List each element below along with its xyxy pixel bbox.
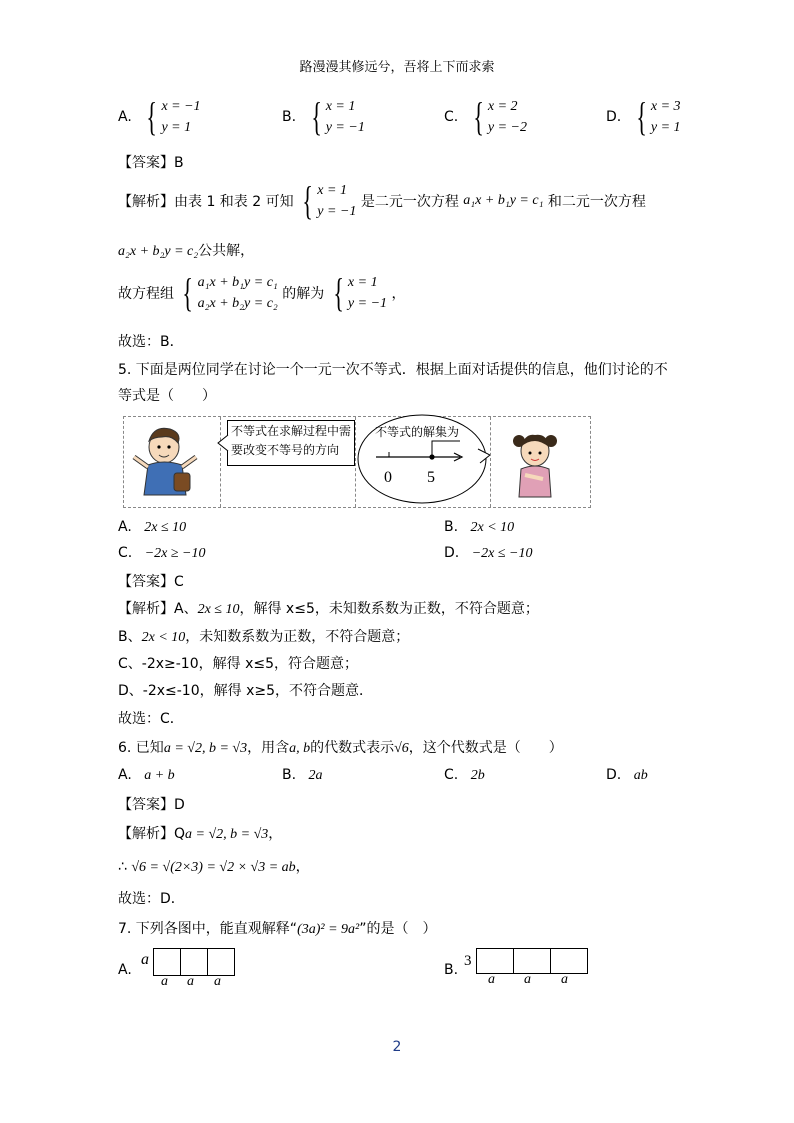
system-row: y = 1 [650, 120, 681, 135]
q5-stem-line1: 5. 下面是两位同学在讨论一个一元一次不等式．根据上面对话提供的信息，他们讨论的不 [118, 362, 668, 378]
page-header: 路漫漫其修远兮，吾将上下而求索 [299, 60, 495, 75]
speech-bubble-tail [217, 433, 229, 453]
option-text: 2b [470, 768, 485, 783]
system-row: a₂x + b₂y = c₂ [197, 296, 278, 311]
system-row: y = −2 [487, 120, 527, 135]
q7-option-a-bottom-label: a [214, 974, 221, 989]
option-text: ab [633, 768, 648, 783]
q7-option-a-label: A. [118, 962, 132, 978]
page-number: 2 [392, 1039, 402, 1055]
q5-option-c [118, 545, 205, 562]
option-label: D. [606, 109, 622, 125]
analysis-text: B、 [118, 629, 142, 645]
option-label: A. [118, 519, 132, 535]
equation: 2x < 10 [141, 630, 186, 645]
option-text: 2a [308, 768, 323, 783]
analysis-text: ， [391, 286, 406, 302]
q7-option-b-side-label: 3 [464, 953, 472, 969]
system-row: a₁x + b₁y = c₁ [197, 275, 278, 290]
q5-option-b [444, 519, 514, 536]
system-row: y = −1 [317, 204, 357, 219]
q7-option-a-grid [154, 948, 235, 976]
system-row: x = 1 [317, 183, 347, 198]
option-label: C. [444, 767, 459, 783]
analysis-text: 故方程组 [118, 286, 174, 302]
option-label: B. [282, 767, 297, 783]
analysis-text: ，未知数系数为正数，不符合题意； [185, 629, 410, 645]
q5-analysis-line3: C、-2x≥-10，解得 x≤5，符合题意； [118, 656, 358, 672]
system-row: x = −1 [161, 99, 201, 114]
analysis-text: 【解析】由表 1 和表 2 可知 [118, 194, 294, 210]
option-label: B. [282, 109, 297, 125]
q6-option-c [444, 767, 485, 784]
q6-answer: 【答案】D [118, 797, 185, 813]
q6-analysis-line1 [118, 823, 282, 843]
option-label: A. [118, 767, 132, 783]
option-label: D. [444, 545, 460, 561]
q4-option-a: A. { x = −1 y = 1 [118, 94, 201, 139]
q5-analysis-line4: D、-2x≤-10，解得 x≥5，不符合题意． [118, 683, 373, 699]
q7-option-b-bottom-label: a [561, 972, 568, 987]
q7-option-a-bottom-label: a [187, 974, 194, 989]
q7-option-b-bottom-label: a [488, 972, 495, 987]
bubble-right-text: 不等式的解集为 [375, 425, 460, 439]
analysis-text: 【解析】Q [118, 826, 186, 842]
stem-text: 的代数式表示 [310, 740, 395, 756]
q4-choice: 故选：B． [118, 334, 184, 350]
q7-option-b-label: B. [444, 962, 459, 978]
q4-answer: 【答案】B [118, 155, 184, 171]
bubble-left-text: 不等式在求解过程中需要改变不等号的方向 [231, 424, 352, 457]
equation: a = √2, b = √3 [185, 827, 269, 842]
grid-cell [180, 948, 208, 976]
stem-text: ，这个代数式是（ ） [408, 740, 563, 756]
grid-cell [550, 948, 588, 974]
q4-analysis-line2 [118, 240, 254, 260]
analysis-text: ∴ [118, 859, 127, 875]
q4-option-c: C. { x = 2 y = −2 [444, 94, 527, 139]
equation: a₁x + b₁y = c₁ [463, 193, 544, 208]
speech-bubble-left [221, 417, 356, 507]
equation: a = √2, b = √3 [163, 741, 248, 756]
q5-stem-line2: 等式是（ ） [118, 388, 216, 404]
q5-analysis-line1 [118, 598, 539, 618]
analysis-text: 公共解， [198, 243, 255, 259]
q7-option-b-bottom-label: a [524, 972, 531, 987]
equation: √6 [394, 741, 409, 756]
q4-analysis-line1: 【解析】由表 1 和表 2 可知 { x = 1 y = −1 是二元一次方程 a₁x + b₁y = c₁ 和二元一次方程 [118, 178, 646, 223]
option-label: D. [606, 767, 622, 783]
q5-choice: 故选：C． [118, 711, 184, 727]
axis-label-0: 0 [384, 469, 392, 486]
analysis-text: ， [295, 859, 310, 875]
q4-option-b: B. { x = 1 y = −1 [282, 94, 365, 139]
stem-text: ，用含 [247, 740, 290, 756]
q6-option-d [606, 767, 648, 784]
option-text: −2x ≤ −10 [471, 546, 533, 561]
option-text: 2x < 10 [470, 520, 515, 535]
analysis-text: 是二元一次方程 [360, 194, 459, 210]
grid-cell [513, 948, 551, 974]
grid-cell [476, 948, 514, 974]
q5-option-a [118, 519, 186, 536]
grid-cell [207, 948, 235, 976]
q7-option-a-bottom-label: a [161, 974, 168, 989]
system-row: x = 3 [650, 99, 681, 114]
analysis-text: ，解得 x≤5，未知数系数为正数，不符合题意； [239, 601, 539, 617]
equation: a₂x + b₂y = c₂ [118, 244, 199, 259]
grid-cell [153, 948, 181, 976]
girl-illustration [491, 417, 591, 507]
analysis-text: 【解析】A、 [118, 601, 198, 617]
option-label: B. [444, 519, 459, 535]
equation: √6 = √(2×3) = √2 × √3 = ab [131, 860, 296, 875]
boy-panel [124, 417, 221, 507]
equation: 2x ≤ 10 [197, 602, 240, 617]
q4-analysis-line3: 故方程组 { a₁x + b₁y = c₁ a₂x + b₂y = c₂ 的解为 { x = 1 y = −1 ， [118, 270, 406, 315]
option-text: 2x ≤ 10 [144, 520, 187, 535]
q6-stem [118, 737, 563, 757]
q6-choice: 故选：D． [118, 891, 185, 907]
q7-option-a-side-label: a [141, 951, 149, 968]
stem-text: 6. 已知 [118, 740, 164, 756]
option-label: C. [118, 545, 133, 561]
q4-option-d: D. { x = 3 y = 1 [606, 94, 681, 139]
q5-option-d [444, 545, 532, 562]
option-text: a + b [144, 768, 175, 783]
q6-option-b [282, 767, 323, 784]
girl-panel [490, 417, 591, 507]
analysis-text: 的解为 [282, 286, 325, 302]
analysis-text: 和二元一次方程 [547, 194, 646, 210]
boy-illustration [124, 417, 220, 507]
q5-dialogue-figure [123, 416, 591, 508]
system-row: y = 1 [161, 120, 192, 135]
equation: a, b [289, 741, 311, 756]
option-text: −2x ≥ −10 [144, 546, 206, 561]
q7-stem [118, 918, 437, 938]
system-row: y = −1 [325, 120, 365, 135]
q6-analysis-line2 [118, 856, 310, 876]
stem-text: ”的是（ ） [359, 921, 437, 937]
q5-answer: 【答案】C [118, 574, 184, 590]
system-row: y = −1 [347, 296, 388, 311]
analysis-text: ， [268, 826, 283, 842]
equation: (3a)² = 9a² [297, 922, 360, 937]
stem-text: 7. 下列各图中，能直观解释“ [118, 921, 298, 937]
option-label: C. [444, 109, 459, 125]
axis-label-5: 5 [427, 469, 435, 486]
option-label: A. [118, 109, 132, 125]
system-row: x = 1 [325, 99, 356, 114]
system-row: x = 2 [487, 99, 518, 114]
q7-option-b-grid [477, 948, 588, 974]
speech-bubble-right [356, 411, 490, 507]
system-row: x = 1 [347, 275, 378, 290]
q5-analysis-line2 [118, 626, 409, 646]
q6-option-a [118, 767, 175, 784]
